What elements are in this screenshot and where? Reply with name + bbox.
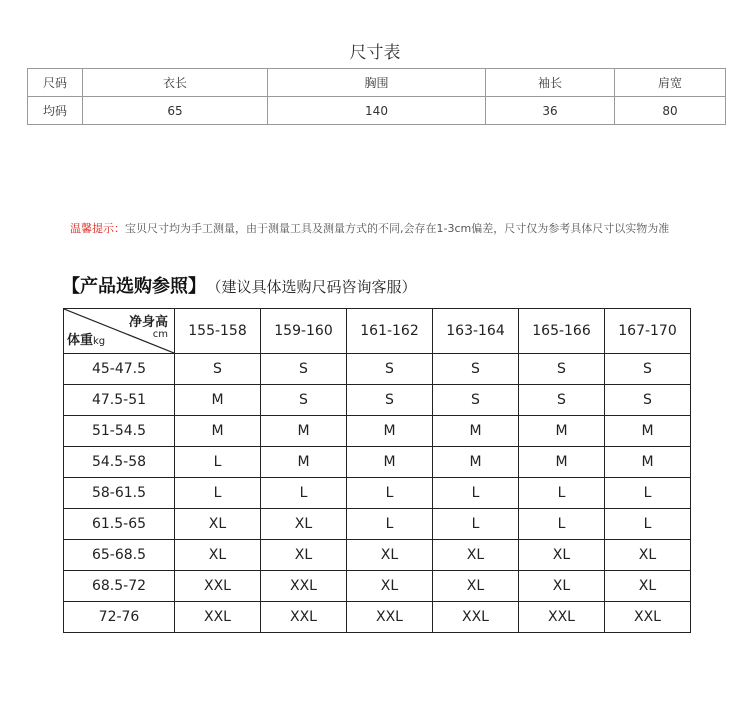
- size-chart-title: 尺寸表: [349, 43, 401, 63]
- size-cell: L: [347, 478, 433, 509]
- size-cell: L: [175, 478, 261, 509]
- size-cell: XL: [433, 540, 519, 571]
- weight-cell: 51-54.5: [64, 416, 175, 447]
- warm-tip: [70, 220, 669, 236]
- table-row: [64, 447, 691, 478]
- height-header-cell: 159-160: [261, 309, 347, 354]
- reference-table: [63, 308, 691, 633]
- size-cell: XL: [261, 540, 347, 571]
- weight-cell: 72-76: [64, 602, 175, 633]
- size-cell: S: [347, 385, 433, 416]
- table-row: [64, 509, 691, 540]
- size-chart-table: [27, 68, 726, 125]
- size-cell: L: [519, 478, 605, 509]
- table-row: [64, 602, 691, 633]
- size-cell: XL: [605, 540, 691, 571]
- table-cell: 140: [268, 97, 486, 125]
- size-cell: XXL: [175, 571, 261, 602]
- size-cell: XL: [605, 571, 691, 602]
- size-cell: XL: [433, 571, 519, 602]
- size-cell: XL: [519, 540, 605, 571]
- size-cell: S: [175, 354, 261, 385]
- height-header-cell: 155-158: [175, 309, 261, 354]
- size-cell: L: [519, 509, 605, 540]
- header-cell: 衣长: [83, 69, 268, 97]
- table-row: [64, 416, 691, 447]
- size-cell: M: [175, 385, 261, 416]
- table-cell: 65: [83, 97, 268, 125]
- size-cell: XXL: [347, 602, 433, 633]
- size-cell: M: [347, 416, 433, 447]
- size-cell: S: [347, 354, 433, 385]
- size-cell: M: [605, 416, 691, 447]
- warm-tip-label: 温馨提示：: [70, 222, 125, 235]
- size-cell: L: [433, 509, 519, 540]
- size-cell: M: [433, 416, 519, 447]
- size-cell: S: [433, 354, 519, 385]
- size-cell: XL: [175, 540, 261, 571]
- weight-cell: 65-68.5: [64, 540, 175, 571]
- size-cell: S: [261, 385, 347, 416]
- height-header-cell: 163-164: [433, 309, 519, 354]
- weight-cell: 47.5-51: [64, 385, 175, 416]
- weight-cell: 61.5-65: [64, 509, 175, 540]
- table-row: [64, 478, 691, 509]
- size-cell: S: [261, 354, 347, 385]
- size-cell: XXL: [261, 602, 347, 633]
- size-cell: XXL: [519, 602, 605, 633]
- header-cell: 胸围: [268, 69, 486, 97]
- size-cell: S: [519, 354, 605, 385]
- warm-tip-text: 宝贝尺寸均为手工测量，由于测量工具及测量方式的不同,会存在1-3cm偏差，尺寸仅为参考具体尺寸以实物为准: [125, 222, 670, 235]
- size-cell: L: [261, 478, 347, 509]
- reference-heading: [62, 272, 417, 298]
- size-cell: XXL: [175, 602, 261, 633]
- weight-cell: 45-47.5: [64, 354, 175, 385]
- size-cell: XL: [347, 540, 433, 571]
- weight-cell: 68.5-72: [64, 571, 175, 602]
- size-cell: XL: [175, 509, 261, 540]
- header-cell: 肩宽: [615, 69, 726, 97]
- header-cell: 袖长: [486, 69, 615, 97]
- size-cell: XL: [519, 571, 605, 602]
- size-cell: L: [175, 447, 261, 478]
- size-cell: M: [261, 416, 347, 447]
- height-header-cell: 165-166: [519, 309, 605, 354]
- size-cell: XL: [261, 509, 347, 540]
- corner-cell: [64, 309, 175, 354]
- size-cell: M: [433, 447, 519, 478]
- size-cell: L: [605, 509, 691, 540]
- size-cell: M: [261, 447, 347, 478]
- weight-cell: 58-61.5: [64, 478, 175, 509]
- table-row: [64, 385, 691, 416]
- corner-weight-label: 体重kg: [67, 333, 106, 348]
- height-header-cell: 161-162: [347, 309, 433, 354]
- reference-header-row: [64, 309, 691, 354]
- size-cell: XL: [347, 571, 433, 602]
- size-cell: S: [433, 385, 519, 416]
- weight-cell: 54.5-58: [64, 447, 175, 478]
- reference-body: [64, 354, 691, 633]
- table-cell: 80: [615, 97, 726, 125]
- size-cell: XXL: [261, 571, 347, 602]
- reference-title: 【产品选购参照】: [62, 276, 206, 297]
- table-header-row: [28, 69, 726, 97]
- table-row: [64, 571, 691, 602]
- reference-note: （建议具体选购尺码咨询客服）: [214, 278, 417, 296]
- table-row: [28, 97, 726, 125]
- size-cell: M: [175, 416, 261, 447]
- corner-height-unit: cm: [152, 329, 168, 340]
- size-cell: S: [605, 354, 691, 385]
- size-cell: XXL: [433, 602, 519, 633]
- size-cell: M: [605, 447, 691, 478]
- corner-height-label: 净身高: [128, 315, 168, 330]
- size-cell: S: [605, 385, 691, 416]
- size-cell: L: [347, 509, 433, 540]
- size-cell: L: [433, 478, 519, 509]
- size-cell: L: [605, 478, 691, 509]
- size-cell: XXL: [605, 602, 691, 633]
- table-cell: 36: [486, 97, 615, 125]
- table-row: [64, 540, 691, 571]
- size-cell: S: [519, 385, 605, 416]
- size-cell: M: [519, 416, 605, 447]
- table-row: [64, 354, 691, 385]
- size-cell: M: [519, 447, 605, 478]
- size-cell: M: [347, 447, 433, 478]
- height-header-cell: 167-170: [605, 309, 691, 354]
- table-cell: 均码: [28, 97, 83, 125]
- header-cell: 尺码: [28, 69, 83, 97]
